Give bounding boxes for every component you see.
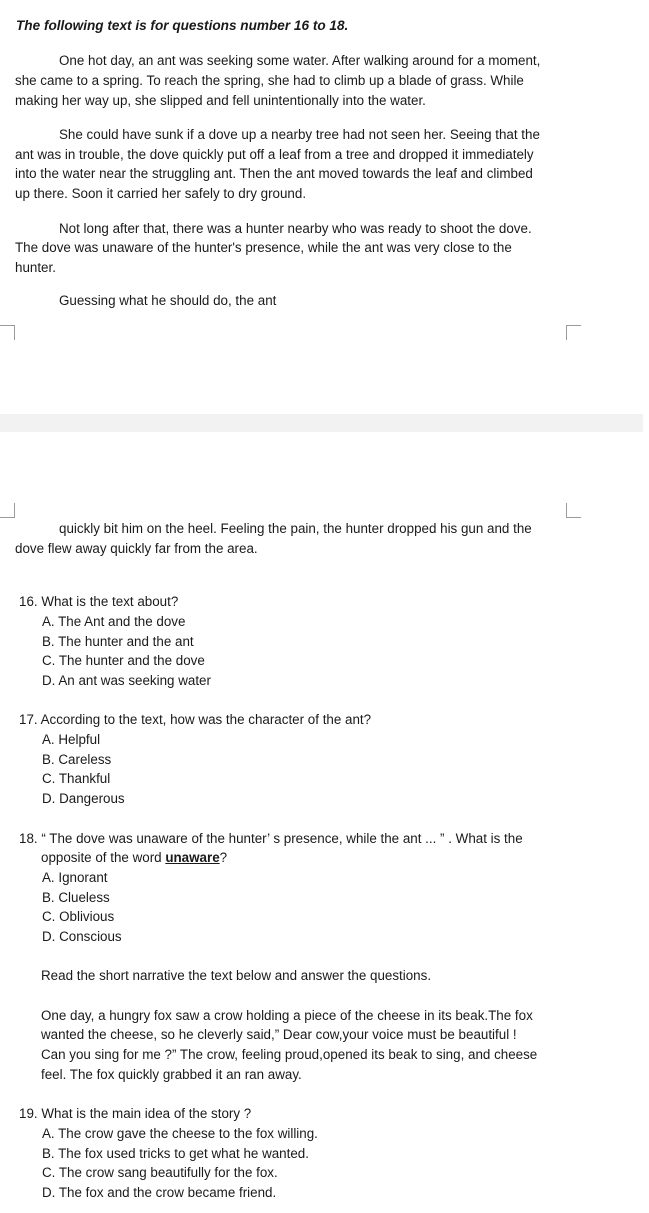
story-line: ant was in trouble, the dove quickly put off a leaf from a tree and dropped it immediately [15, 147, 534, 162]
page-corner-mark [566, 503, 581, 518]
option-16d: D. An ant was seeking water [42, 673, 211, 688]
page-break [0, 414, 643, 432]
story-line: dove flew away quickly far from the area. [15, 541, 258, 556]
story-line: hunter. [15, 260, 56, 275]
story-line: up there. Soon it carried her safely to dry ground. [15, 186, 307, 201]
story2-line: One day, a hungry fox saw a crow holding a piece of the cheese in its beak.The fox [41, 1008, 533, 1023]
option-16c: C. The hunter and the dove [42, 653, 205, 668]
story2-line: Can you sing for me ?” The crow, feeling proud,opened its beak to sing, and cheese [41, 1047, 538, 1062]
story-line: Not long after that, there was a hunter nearby who was ready to shoot the dove. [59, 221, 532, 236]
question-18: 18. “ The dove was unaware of the hunter’ s presence, while the ant ... ” . What is the [19, 831, 523, 846]
story-line: making her way up, she slipped and fell unintentionally into the water. [15, 93, 426, 108]
option-17a: A. Helpful [42, 732, 101, 747]
option-18a: A. Ignorant [42, 870, 108, 885]
story-line: One hot day, an ant was seeking some water. After walking around for a moment, [59, 53, 541, 68]
question-19: 19. What is the main idea of the story ? [19, 1106, 252, 1121]
story-line: quickly bit him on the heel. Feeling the pain, the hunter dropped his gun and the [59, 521, 532, 536]
option-19c: C. The crow sang beautifully for the fox. [42, 1165, 278, 1180]
keyword-unaware: unaware [165, 850, 220, 865]
option-18c: C. Oblivious [42, 909, 115, 924]
story-line: Guessing what he should do, the ant [59, 293, 277, 308]
option-17d: D. Dangerous [42, 791, 125, 806]
option-18b: B. Clueless [42, 890, 110, 905]
option-17b: B. Careless [42, 752, 112, 767]
story-line: She could have sunk if a dove up a nearby tree had not seen her. Seeing that the [59, 127, 540, 142]
option-18d: D. Conscious [42, 929, 122, 944]
option-16b: B. The hunter and the ant [42, 634, 194, 649]
question-18-prefix: opposite of the word [41, 850, 166, 865]
story2-line: wanted the cheese, so he cleverly said,” Dear cow,your voice must be beautiful ! [41, 1027, 517, 1042]
option-19a: A. The crow gave the cheese to the fox willing. [42, 1126, 318, 1141]
question-18-line2 [41, 850, 227, 865]
option-17c: C. Thankful [42, 771, 111, 786]
question-17: 17. According to the text, how was the character of the ant? [19, 712, 372, 727]
section-header: The following text is for questions number 16 to 18. [16, 18, 349, 33]
question-16: 16. What is the text about? [19, 594, 179, 609]
option-19d: D. The fox and the crow became friend. [42, 1185, 277, 1200]
page-corner-mark [0, 503, 15, 518]
story-line: The dove was unaware of the hunter's presence, while the ant was very close to the [15, 240, 512, 255]
option-19b: B. The fox used tricks to get what he wanted. [42, 1146, 309, 1161]
story-line: she came to a spring. To reach the spring, she had to climb up a blade of grass. While [15, 73, 524, 88]
page-corner-mark [0, 325, 15, 340]
instruction: Read the short narrative the text below and answer the questions. [41, 968, 432, 983]
story2-line: feel. The fox quickly grabbed it an ran away. [41, 1067, 302, 1082]
option-16a: A. The Ant and the dove [42, 614, 186, 629]
question-18-suffix: ? [219, 850, 228, 865]
page-corner-mark [566, 325, 581, 340]
story-line: into the water near the struggling ant. Then the ant moved towards the leaf and climbed [15, 166, 533, 181]
